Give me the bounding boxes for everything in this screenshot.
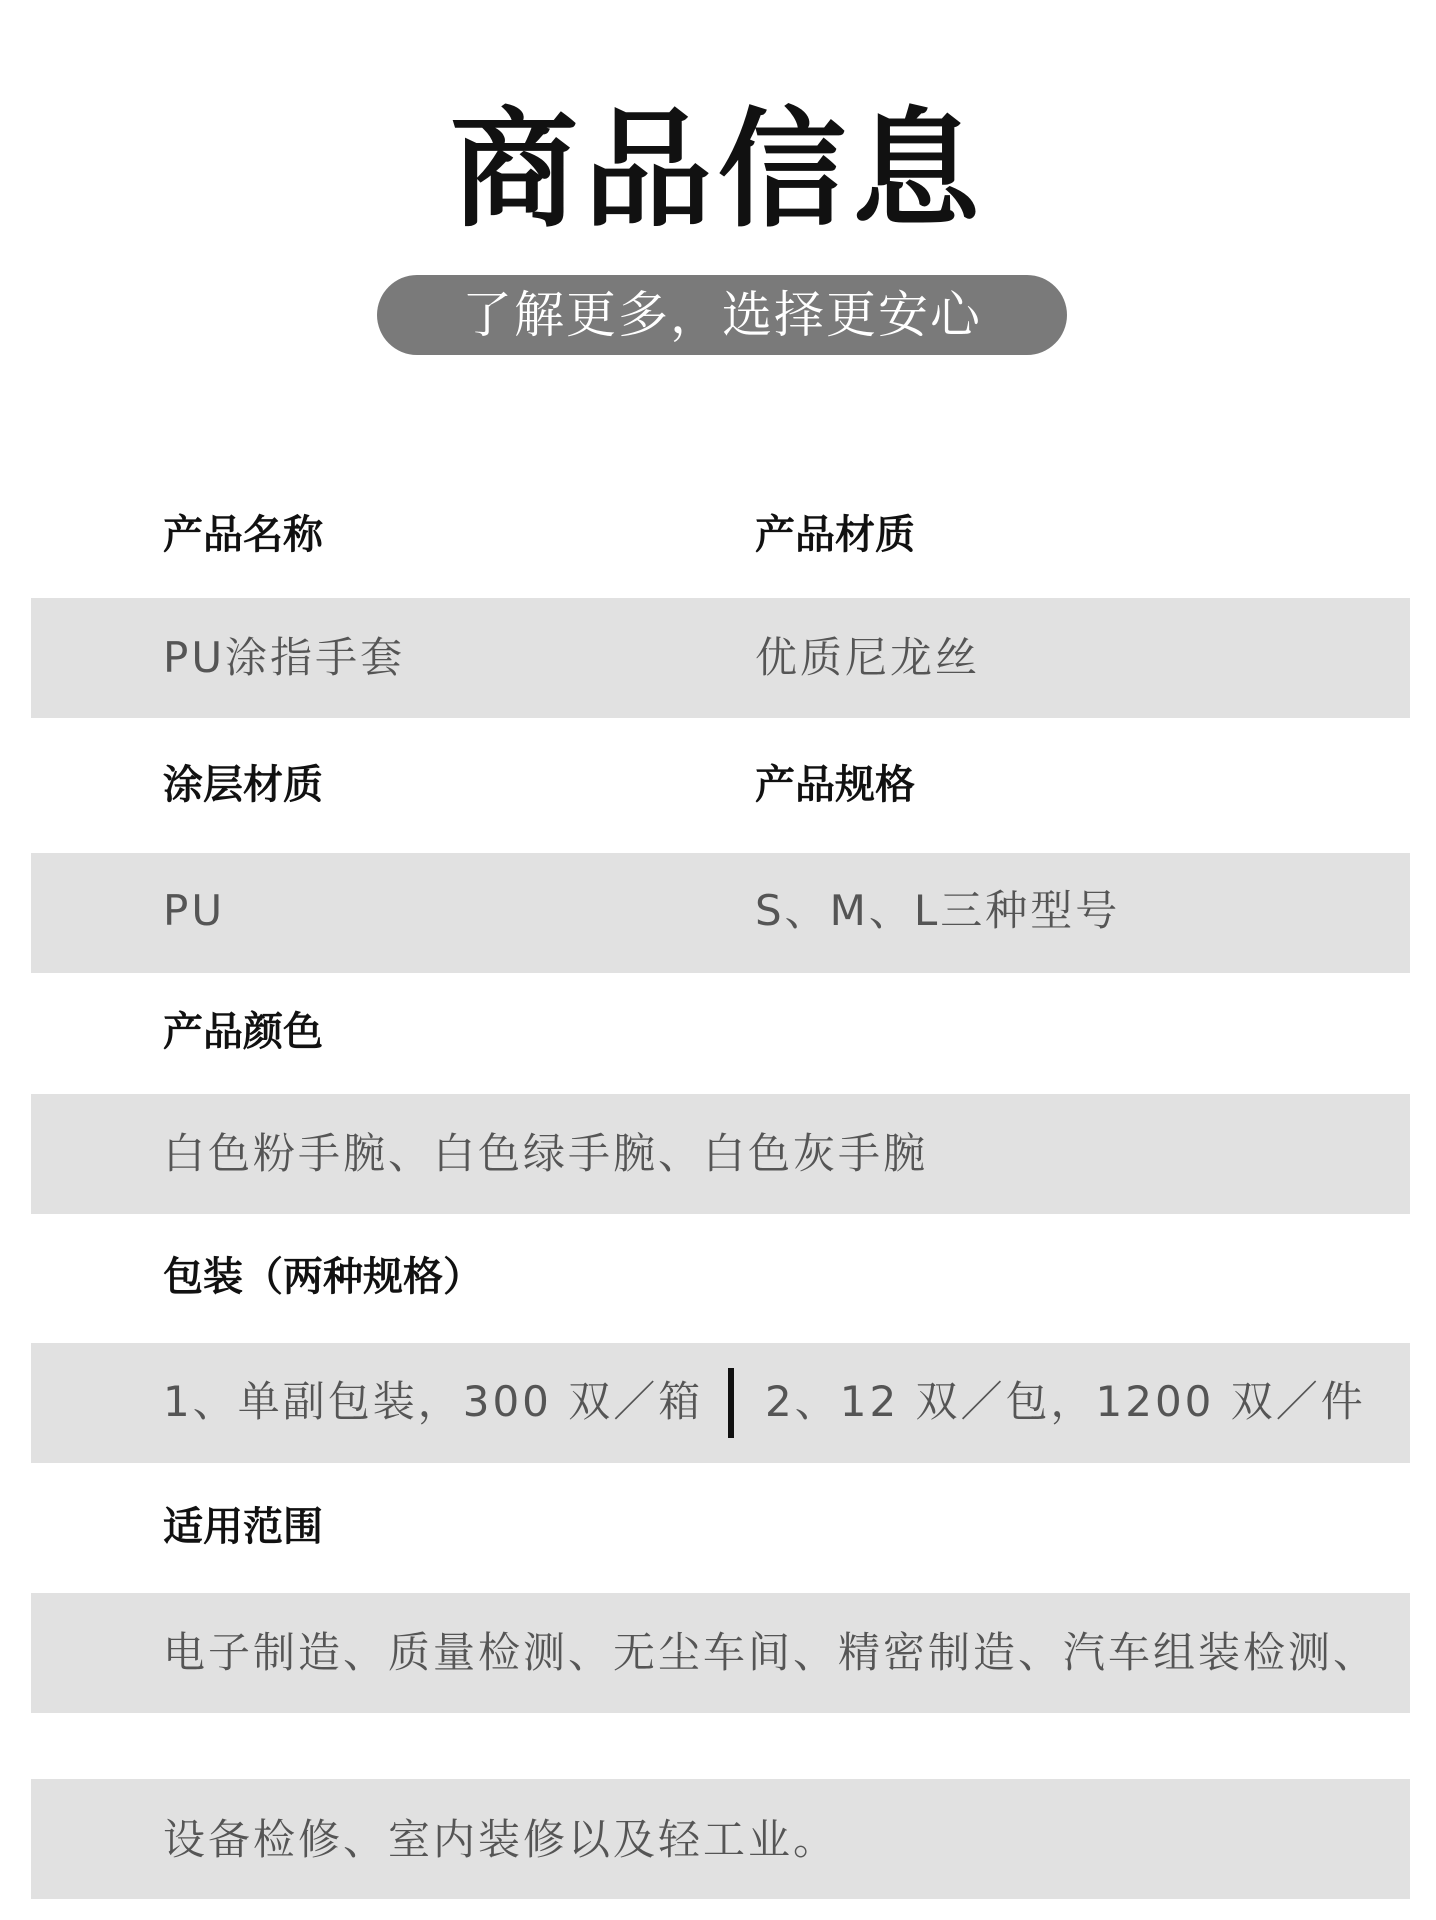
- coating-material-label: 涂层材质: [163, 762, 323, 808]
- packaging-option-1: 1、单副包装，300 双／箱: [163, 1377, 704, 1426]
- product-material-label: 产品材质: [755, 512, 915, 558]
- coating-material-value: PU: [163, 886, 226, 935]
- value-band: [31, 853, 1410, 973]
- product-spec-label: 产品规格: [755, 762, 915, 808]
- packaging-option-2: 2、12 双／包，1200 双／件: [765, 1377, 1366, 1426]
- packaging-divider: [728, 1368, 734, 1438]
- scope-value-line-1: 电子制造、质量检测、无尘车间、精密制造、汽车组装检测、: [163, 1628, 1379, 1677]
- subtitle-badge: 了解更多，选择更安心: [377, 275, 1067, 355]
- product-material-value: 优质尼龙丝: [755, 633, 981, 682]
- product-spec-value: S、M、L三种型号: [755, 886, 1121, 935]
- product-color-label: 产品颜色: [163, 1009, 323, 1055]
- page-title: 商品信息: [449, 95, 986, 245]
- scope-value-line-2: 设备检修、室内装修以及轻工业。: [163, 1815, 839, 1864]
- product-name-value: PU涂指手套: [163, 633, 406, 682]
- packaging-label: 包装（两种规格）: [163, 1254, 483, 1300]
- product-color-value: 白色粉手腕、白色绿手腕、白色灰手腕: [163, 1129, 929, 1178]
- scope-label: 适用范围: [163, 1504, 323, 1550]
- product-name-label: 产品名称: [163, 512, 323, 558]
